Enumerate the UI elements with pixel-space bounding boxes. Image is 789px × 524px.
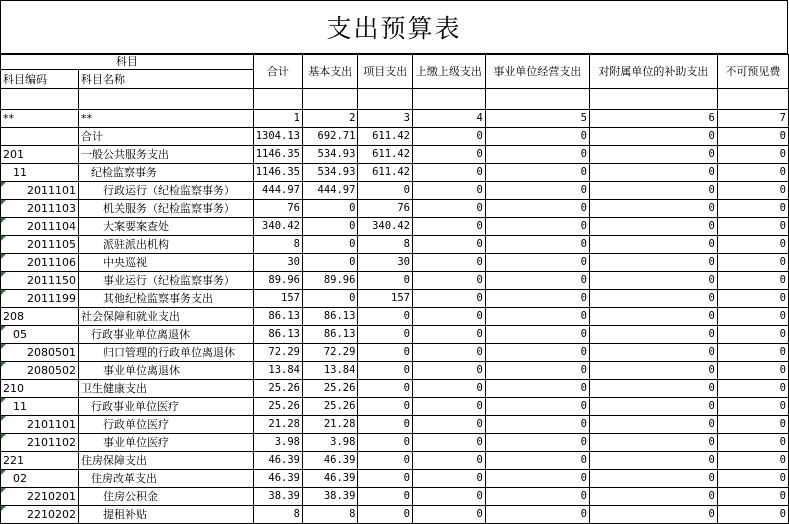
amount-up: 0 <box>413 146 486 164</box>
subject-code-cell <box>1 164 79 182</box>
subject-name: 提租补贴 <box>79 506 254 524</box>
amount-biz: 0 <box>485 416 589 434</box>
amount-biz: 0 <box>485 344 589 362</box>
subject-code-cell <box>1 218 79 236</box>
amount-sub: 0 <box>589 182 717 200</box>
amount-project: 0 <box>358 308 413 326</box>
amount-unf: 0 <box>717 308 788 326</box>
amount-up: 0 <box>413 362 486 380</box>
amount-unf: 0 <box>717 434 788 452</box>
subject-code: 2011106 <box>27 256 76 269</box>
amount-total: 46.39 <box>253 452 302 470</box>
amount-basic: 0 <box>302 254 357 272</box>
amount-basic: 25.26 <box>302 380 357 398</box>
subject-name: 社会保障和就业支出 <box>79 308 254 326</box>
amount-total: 86.13 <box>253 326 302 344</box>
header-row-1 <box>1 55 789 70</box>
subject-name: ** <box>79 110 254 128</box>
amount-unf: 0 <box>717 488 788 506</box>
subject-code: 05 <box>13 328 27 341</box>
subject-code: 2011105 <box>27 238 76 251</box>
subject-code-cell <box>1 434 79 452</box>
amount-up: 0 <box>413 434 486 452</box>
amount-project: 0 <box>358 182 413 200</box>
subject-code-cell <box>1 362 79 380</box>
amount-sub: 0 <box>589 416 717 434</box>
amount-sub: 0 <box>589 488 717 506</box>
subject-name: 中央巡视 <box>79 254 254 272</box>
cell-marker-icon <box>1 272 6 277</box>
amount-basic: 534.93 <box>302 164 357 182</box>
amount-project: 30 <box>358 254 413 272</box>
subject-name: 其他纪检监察事务支出 <box>79 290 254 308</box>
cell-marker-icon <box>1 254 6 259</box>
amount-basic: 25.26 <box>302 398 357 416</box>
amount-biz: 0 <box>485 164 589 182</box>
subject-name: 纪检监察事务 <box>79 164 254 182</box>
amount-up: 0 <box>413 236 486 254</box>
subject-code-cell <box>1 344 79 362</box>
subject-name: 合计 <box>79 128 254 146</box>
amount-unf: 0 <box>717 344 788 362</box>
amount-basic: 444.97 <box>302 182 357 200</box>
table-row <box>1 272 789 290</box>
amount-sub: 0 <box>589 200 717 218</box>
table-row <box>1 164 789 182</box>
subject-code-cell <box>1 236 79 254</box>
amount-unf: 0 <box>717 164 788 182</box>
subject-name: 机关服务（纪检监察事务） <box>79 200 254 218</box>
amount-biz: 0 <box>485 452 589 470</box>
cell-marker-icon <box>1 326 6 331</box>
amount-biz: 0 <box>485 506 589 524</box>
amount-up: 0 <box>413 344 486 362</box>
amount-total: 21.28 <box>253 416 302 434</box>
amount-total: 1146.35 <box>253 164 302 182</box>
subject-code-cell <box>1 398 79 416</box>
cell-marker-icon <box>1 434 6 439</box>
amount-unf: 0 <box>717 506 788 524</box>
amount-up: 0 <box>413 326 486 344</box>
amount-biz: 0 <box>485 326 589 344</box>
amount-project: 0 <box>358 272 413 290</box>
amount-unf: 0 <box>717 380 788 398</box>
cell-marker-icon <box>1 362 6 367</box>
amount-project: 0 <box>358 398 413 416</box>
amount-basic: 692.71 <box>302 128 357 146</box>
amount-total: 13.84 <box>253 362 302 380</box>
table-row <box>1 488 789 506</box>
amount-sub: 6 <box>589 110 717 128</box>
amount-biz: 0 <box>485 254 589 272</box>
amount-sub: 0 <box>589 128 717 146</box>
amount-sub: 0 <box>589 308 717 326</box>
table-row <box>1 434 789 452</box>
amount-total: 30 <box>253 254 302 272</box>
amount-sub: 0 <box>589 380 717 398</box>
amount-unf: 0 <box>717 362 788 380</box>
amount-up: 0 <box>413 254 486 272</box>
table-row <box>1 308 789 326</box>
amount-unf: 0 <box>717 200 788 218</box>
subject-name: 行政单位医疗 <box>79 416 254 434</box>
amount-up: 0 <box>413 182 486 200</box>
subject-code: ** <box>3 112 14 125</box>
budget-table <box>0 54 789 524</box>
amount-project: 0 <box>358 326 413 344</box>
subject-name: 住房保障支出 <box>79 452 254 470</box>
cell-marker-icon <box>1 290 6 295</box>
amount-up: 0 <box>413 398 486 416</box>
amount-biz: 0 <box>485 182 589 200</box>
subject-code: 2011101 <box>27 184 76 197</box>
amount-sub: 0 <box>589 434 717 452</box>
amount-unf: 0 <box>717 272 788 290</box>
subject-code: 02 <box>13 472 27 485</box>
amount-project: 0 <box>358 362 413 380</box>
table-row <box>1 326 789 344</box>
table-row <box>1 452 789 470</box>
amount-biz: 0 <box>485 470 589 488</box>
amount-biz: 0 <box>485 146 589 164</box>
amount-biz: 0 <box>485 200 589 218</box>
amount-unf: 0 <box>717 326 788 344</box>
amount-sub: 0 <box>589 344 717 362</box>
amount-sub: 0 <box>589 290 717 308</box>
cell-marker-icon <box>1 344 6 349</box>
amount-biz: 0 <box>485 218 589 236</box>
amount-basic: 46.39 <box>302 470 357 488</box>
subject-code: 2011199 <box>27 292 76 305</box>
table-row <box>1 236 789 254</box>
subject-name: 行政事业单位离退休 <box>79 326 254 344</box>
amount-up: 0 <box>413 272 486 290</box>
amount-sub: 0 <box>589 506 717 524</box>
amount-total: 76 <box>253 200 302 218</box>
subject-code-cell <box>1 272 79 290</box>
subject-name: 卫生健康支出 <box>79 380 254 398</box>
cell-marker-icon <box>1 200 6 205</box>
amount-total: 3.98 <box>253 434 302 452</box>
subject-code: 210 <box>3 382 24 395</box>
amount-project: 0 <box>358 488 413 506</box>
table-row <box>1 110 789 128</box>
table-row <box>1 416 789 434</box>
amount-unf: 0 <box>717 254 788 272</box>
table-row <box>1 506 789 524</box>
amount-sub: 0 <box>589 272 717 290</box>
amount-total: 444.97 <box>253 182 302 200</box>
header-unforeseen: 不可预见费 <box>717 55 788 89</box>
table-row <box>1 254 789 272</box>
subject-code-cell <box>1 326 79 344</box>
table-row <box>1 128 789 146</box>
subject-name: 行政运行（纪检监察事务） <box>79 182 254 200</box>
amount-up: 0 <box>413 200 486 218</box>
amount-project: 76 <box>358 200 413 218</box>
amount-basic: 38.39 <box>302 488 357 506</box>
amount-sub: 0 <box>589 254 717 272</box>
amount-project: 0 <box>358 506 413 524</box>
subject-code: 2011104 <box>27 220 76 233</box>
subject-code: 221 <box>3 454 24 467</box>
amount-basic: 86.13 <box>302 326 357 344</box>
subject-code: 2011103 <box>27 202 76 215</box>
cell-marker-icon <box>1 488 6 493</box>
amount-biz: 0 <box>485 398 589 416</box>
subject-code-cell <box>1 488 79 506</box>
subject-name: 事业单位离退休 <box>79 362 254 380</box>
amount-basic: 89.96 <box>302 272 357 290</box>
header-name: 科目名称 <box>79 70 254 89</box>
amount-total: 25.26 <box>253 398 302 416</box>
amount-basic: 534.93 <box>302 146 357 164</box>
amount-project: 3 <box>358 110 413 128</box>
table-row <box>1 398 789 416</box>
amount-basic: 86.13 <box>302 308 357 326</box>
amount-total: 46.39 <box>253 470 302 488</box>
subject-code-cell <box>1 200 79 218</box>
amount-project: 0 <box>358 416 413 434</box>
amount-up: 0 <box>413 488 486 506</box>
amount-up: 4 <box>413 110 486 128</box>
subject-code-cell <box>1 506 79 524</box>
header-code: 科目编码 <box>1 70 79 89</box>
table-row <box>1 146 789 164</box>
amount-total: 25.26 <box>253 380 302 398</box>
amount-up: 0 <box>413 416 486 434</box>
amount-biz: 0 <box>485 272 589 290</box>
subject-name: 归口管理的行政单位离退休 <box>79 344 254 362</box>
table-row <box>1 470 789 488</box>
subject-name: 一般公共服务支出 <box>79 146 254 164</box>
amount-project: 0 <box>358 380 413 398</box>
subject-name: 派驻派出机构 <box>79 236 254 254</box>
header-total: 合计 <box>253 55 302 89</box>
subject-code: 2080502 <box>27 364 76 377</box>
amount-total: 1 <box>253 110 302 128</box>
amount-sub: 0 <box>589 398 717 416</box>
amount-up: 0 <box>413 506 486 524</box>
amount-up: 0 <box>413 470 486 488</box>
amount-sub: 0 <box>589 218 717 236</box>
amount-unf: 0 <box>717 128 788 146</box>
subject-code: 2210202 <box>27 508 76 521</box>
subject-name: 行政事业单位医疗 <box>79 398 254 416</box>
amount-total: 1304.13 <box>253 128 302 146</box>
header-up: 上缴上级支出 <box>413 55 486 89</box>
subject-code-cell <box>1 290 79 308</box>
amount-project: 157 <box>358 290 413 308</box>
table-row <box>1 218 789 236</box>
amount-total: 38.39 <box>253 488 302 506</box>
subject-name: 住房公积金 <box>79 488 254 506</box>
amount-sub: 0 <box>589 164 717 182</box>
amount-project: 611.42 <box>358 164 413 182</box>
amount-basic: 0 <box>302 290 357 308</box>
amount-basic: 0 <box>302 236 357 254</box>
amount-total: 86.13 <box>253 308 302 326</box>
amount-sub: 0 <box>589 326 717 344</box>
amount-project: 611.42 <box>358 128 413 146</box>
table-row <box>1 182 789 200</box>
amount-up: 0 <box>413 380 486 398</box>
amount-unf: 0 <box>717 398 788 416</box>
subject-code-cell <box>1 110 79 128</box>
subject-code-cell <box>1 452 79 470</box>
amount-up: 0 <box>413 290 486 308</box>
amount-unf: 0 <box>717 452 788 470</box>
amount-unf: 0 <box>717 416 788 434</box>
amount-biz: 0 <box>485 236 589 254</box>
amount-total: 72.29 <box>253 344 302 362</box>
amount-basic: 0 <box>302 200 357 218</box>
amount-project: 8 <box>358 236 413 254</box>
table-row <box>1 380 789 398</box>
amount-up: 0 <box>413 218 486 236</box>
amount-basic: 21.28 <box>302 416 357 434</box>
subject-code-cell <box>1 308 79 326</box>
subject-code-cell <box>1 146 79 164</box>
header-biz: 事业单位经营支出 <box>485 55 589 89</box>
header-blank-row <box>1 89 789 110</box>
cell-marker-icon <box>1 506 6 511</box>
amount-project: 340.42 <box>358 218 413 236</box>
amount-project: 611.42 <box>358 146 413 164</box>
amount-biz: 0 <box>485 128 589 146</box>
amount-basic: 13.84 <box>302 362 357 380</box>
amount-up: 0 <box>413 128 486 146</box>
amount-unf: 0 <box>717 218 788 236</box>
amount-biz: 0 <box>485 434 589 452</box>
table-row <box>1 344 789 362</box>
page-title: 支出预算表 <box>0 0 788 54</box>
amount-total: 1146.35 <box>253 146 302 164</box>
amount-up: 0 <box>413 452 486 470</box>
subject-code-cell <box>1 416 79 434</box>
subject-code-cell <box>1 380 79 398</box>
cell-marker-icon <box>1 470 6 475</box>
subject-name: 大案要案查处 <box>79 218 254 236</box>
amount-biz: 0 <box>485 380 589 398</box>
amount-biz: 5 <box>485 110 589 128</box>
amount-total: 89.96 <box>253 272 302 290</box>
subject-name: 事业单位医疗 <box>79 434 254 452</box>
amount-biz: 0 <box>485 362 589 380</box>
amount-basic: 8 <box>302 506 357 524</box>
amount-project: 0 <box>358 470 413 488</box>
amount-biz: 0 <box>485 488 589 506</box>
table-row <box>1 362 789 380</box>
subject-code: 208 <box>3 310 24 323</box>
table-row <box>1 290 789 308</box>
amount-basic: 46.39 <box>302 452 357 470</box>
subject-code: 2101101 <box>27 418 76 431</box>
header-sub: 对附属单位的补助支出 <box>589 55 717 89</box>
header-project: 项目支出 <box>358 55 413 89</box>
amount-total: 8 <box>253 506 302 524</box>
amount-unf: 0 <box>717 236 788 254</box>
amount-basic: 0 <box>302 218 357 236</box>
amount-biz: 0 <box>485 290 589 308</box>
cell-marker-icon <box>1 236 6 241</box>
subject-code: 2210201 <box>27 490 76 503</box>
amount-basic: 3.98 <box>302 434 357 452</box>
amount-unf: 7 <box>717 110 788 128</box>
subject-code-cell <box>1 182 79 200</box>
amount-sub: 0 <box>589 236 717 254</box>
subject-code-cell <box>1 128 79 146</box>
amount-project: 0 <box>358 344 413 362</box>
table-row <box>1 200 789 218</box>
amount-unf: 0 <box>717 182 788 200</box>
amount-total: 8 <box>253 236 302 254</box>
amount-sub: 0 <box>589 452 717 470</box>
header-basic: 基本支出 <box>302 55 357 89</box>
amount-basic: 72.29 <box>302 344 357 362</box>
subject-name: 住房改革支出 <box>79 470 254 488</box>
subject-code: 2101102 <box>27 436 76 449</box>
subject-name: 事业运行（纪检监察事务） <box>79 272 254 290</box>
amount-unf: 0 <box>717 146 788 164</box>
amount-project: 0 <box>358 434 413 452</box>
amount-unf: 0 <box>717 290 788 308</box>
amount-sub: 0 <box>589 146 717 164</box>
amount-sub: 0 <box>589 362 717 380</box>
subject-code: 11 <box>13 166 27 179</box>
amount-biz: 0 <box>485 308 589 326</box>
amount-total: 340.42 <box>253 218 302 236</box>
cell-marker-icon <box>1 218 6 223</box>
subject-code-cell <box>1 470 79 488</box>
amount-basic: 2 <box>302 110 357 128</box>
amount-sub: 0 <box>589 470 717 488</box>
subject-code-cell <box>1 254 79 272</box>
cell-marker-icon <box>1 398 6 403</box>
subject-code: 2011150 <box>27 274 76 287</box>
subject-code: 2080501 <box>27 346 76 359</box>
amount-project: 0 <box>358 452 413 470</box>
amount-up: 0 <box>413 308 486 326</box>
amount-unf: 0 <box>717 470 788 488</box>
subject-code: 201 <box>3 148 24 161</box>
cell-marker-icon <box>1 182 6 187</box>
header-subject: 科目 <box>1 55 254 70</box>
amount-up: 0 <box>413 164 486 182</box>
amount-total: 157 <box>253 290 302 308</box>
subject-code: 11 <box>13 400 27 413</box>
cell-marker-icon <box>1 416 6 421</box>
